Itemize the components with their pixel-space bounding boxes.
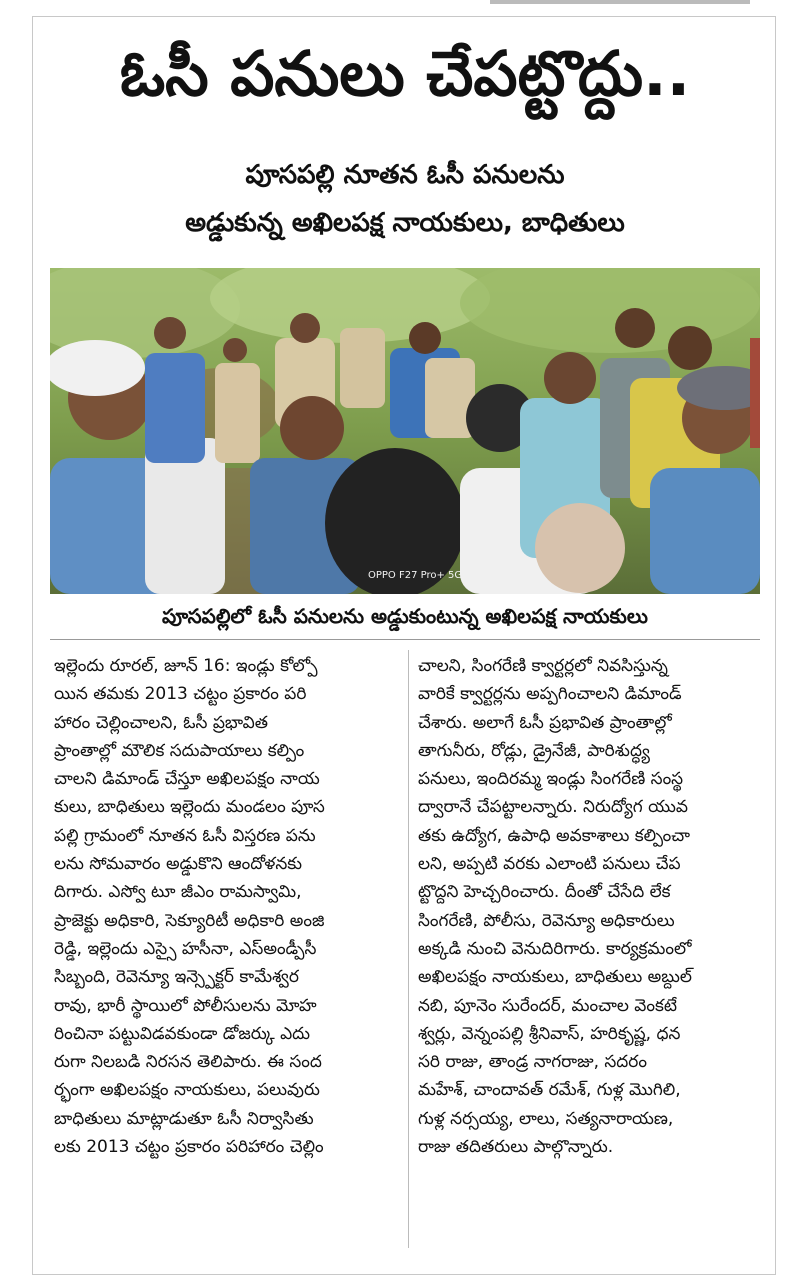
body-text-line: తాగునీరు, రోడ్లు, డ్రైనేజీ, పారిశుద్ధ్య [418, 740, 650, 761]
body-text-line: ప్రాజెక్టు అధికారి, సెక్యూరిటీ అధికారి అంజి [54, 910, 325, 931]
headline: ఓసీ పనులు చేపట్టొద్దు.. [119, 37, 691, 110]
body-text-line: తకు ఉద్యోగ, ఉపాధి అవకాశాలు కల్పించా [418, 825, 690, 846]
body-text-line: ఇల్లెందు రూరల్, జూన్ 16: ఇండ్లు కోల్పో [54, 656, 318, 676]
body-text-line: సరి రాజు, తాండ్ర నాగరాజు, సదరం [418, 1052, 648, 1073]
body-text-line: వారికే క్వార్టర్లను అప్పగించాలని డిమాండ్ [418, 684, 682, 705]
caption-divider [50, 639, 760, 640]
body-text-line: మహేశ్, చాందావత్ రమేశ్, గుళ్ల మొగిలి, [418, 1080, 681, 1101]
top-edge-rule [490, 0, 750, 4]
camera-watermark: OPPO F27 Pro+ 5G [368, 570, 463, 581]
body-text-line: రించినా పట్టువిడవకుండా డోజర్కు ఎదు [54, 1023, 311, 1044]
body-text-line: చాలని డిమాండ్ చేస్తూ అఖిలపక్షం నాయ [54, 769, 320, 790]
body-text-line: నబి, పూనెం సురేందర్, మంచాల వెంకటే [418, 995, 677, 1016]
body-text-line: సిబ్బంది, రెవెన్యూ ఇన్స్పెక్టర్ కామేశ్వర [54, 967, 299, 988]
body-text-line: చేశారు. అలాగే ఓసీ ప్రభావిత ప్రాంతాల్లో [418, 712, 672, 733]
body-text-line: రావు, భారీ స్థాయిలో పోలీసులను మోహ [54, 995, 317, 1016]
body-text-line: దిగారు. ఎస్వో టూ జీఎం రామస్వామి, [54, 882, 302, 903]
subheadline-line-2: అడ్డుకున్న అఖిలపక్ష నాయకులు, బాధితులు [185, 208, 625, 238]
body-text-line: చాలని, సింగరేణి క్వార్టర్లలో నివసిస్తున్న [418, 656, 668, 676]
body-text-line: సింగరేణి, పోలీసు, రెవెన్యూ అధికారులు [418, 910, 675, 931]
body-text-line: ర్భంగా అఖిలపక్షం నాయకులు, పలువురు [54, 1080, 320, 1101]
body-text-line: ప్రాంతాల్లో మౌలిక సదుపాయాలు కల్పిం [54, 740, 305, 761]
body-text-line: లను సోమవారం అడ్డుకొని ఆందోళనకు [54, 854, 303, 875]
body-text-line: లని, అప్పటి వరకు ఎలాంటి పనులు చేప [418, 854, 681, 875]
body-text-line: రుగా నిలబడి నిరసన తెలిపారు. ఈ సంద [54, 1052, 322, 1073]
body-text-line: కులు, బాధితులు ఇల్లెందు మండలం పూస [54, 797, 325, 818]
body-text-line: గుళ్ల నర్సయ్య, లాలు, సత్యనారాయణ, [418, 1108, 674, 1129]
body-column-right [418, 652, 763, 1161]
subheadline-line-1: పూసపల్లి నూతన ఓసీ పనులను [245, 160, 565, 190]
body-text-line: శ్వర్లు, వెన్నంపల్లి శ్రీనివాస్, హరికృష్ణ, ధన [418, 1023, 681, 1044]
body-text-line: రెడ్డి, ఇల్లెందు ఎస్సై హసీనా, ఎస్అండ్పీసీ [54, 938, 317, 959]
body-text-line: ద్వారానే చేపట్టాలన్నారు. నిరుద్యోగ యువ [418, 797, 688, 818]
body-text-line: యిన తమకు 2013 చట్టం ప్రకారం పరి [54, 684, 307, 705]
body-text-line: అక్కడి నుంచి వెనుదిరిగారు. కార్యక్రమంలో [418, 938, 692, 959]
photo-caption: పూసపల్లిలో ఓసీ పనులను అడ్డుకుంటున్న అఖిలపక్ష నాయకులు [162, 604, 648, 628]
body-text-line: లకు 2013 చట్టం ప్రకారం పరిహారం చెల్లిం [54, 1137, 324, 1158]
body-text-line: హారం చెల్లించాలని, ఓసీ ప్రభావిత [54, 712, 268, 733]
body-text-line: బాధితులు మాట్లాడుతూ ఓసీ నిర్వాసితు [54, 1108, 314, 1129]
body-text-line: రాజు తదితరులు పాల్గొన్నారు. [418, 1137, 614, 1158]
body-text-line: పనులు, ఇందిరమ్మ ఇండ్లు సింగరేణి సంస్థ [418, 769, 684, 790]
body-text-line: పల్లి గ్రామంలో నూతన ఓసీ విస్తరణ పను [54, 825, 316, 846]
body-column-left [54, 652, 399, 1161]
body-text-line: ట్టొద్దని హెచ్చరించారు. దీంతో చేసేది లేక [418, 882, 671, 903]
column-divider [408, 650, 409, 1248]
body-text-line: అఖిలపక్షం నాయకులు, బాధితులు అబ్దుల్ [418, 967, 692, 988]
news-photo [50, 268, 760, 594]
